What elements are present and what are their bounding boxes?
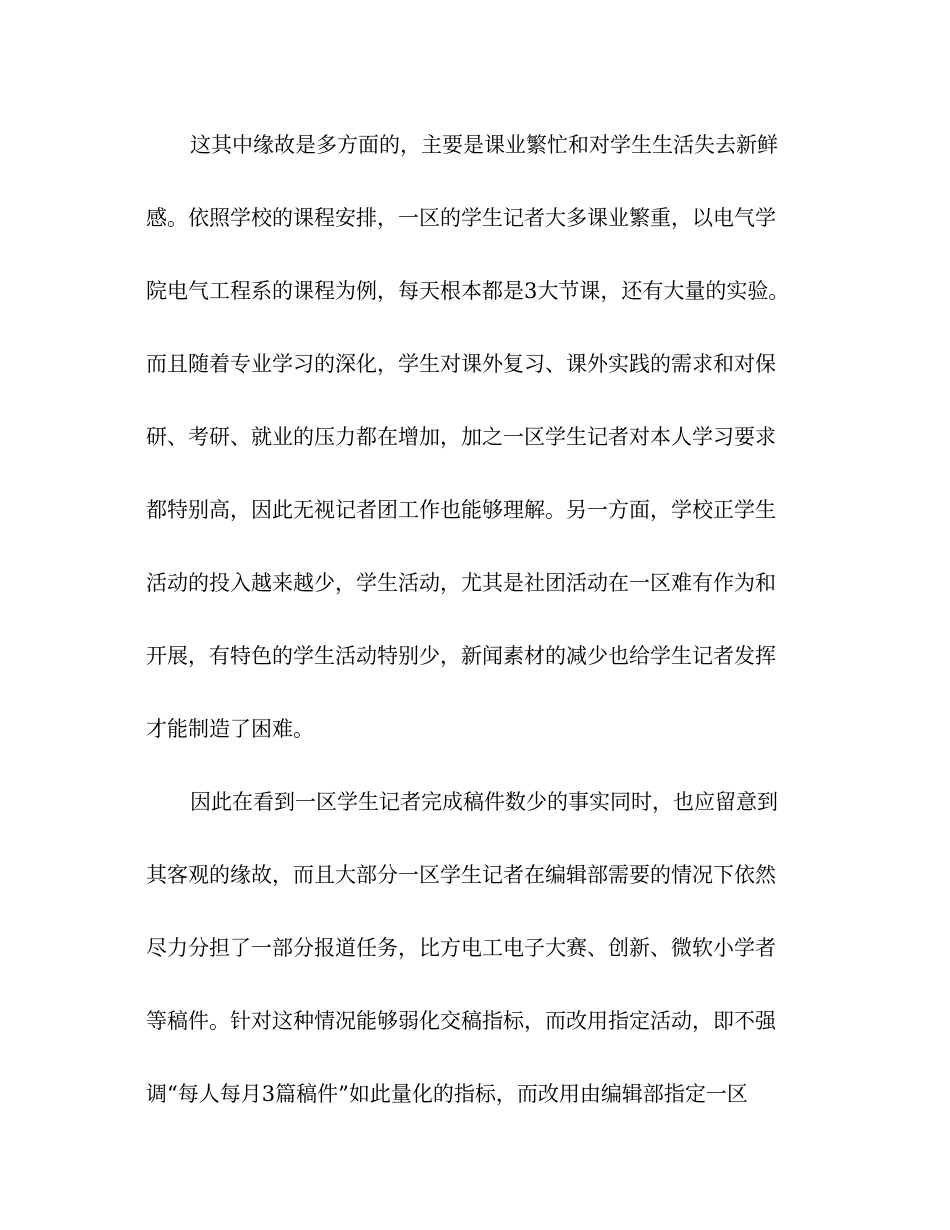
- paragraph-1-line-4: 而且随着专业学习的深化，学生对课外复习、课外实践的需求和对保: [146, 352, 776, 376]
- paragraph-1-line-1: 这其中缘故是多方面的，主要是课业繁忙和对学生生活失去新鲜: [190, 133, 778, 157]
- paragraph-2-line-5: 调“每人每月3篇稿件”如此量化的指标，而改用由编辑部指定一区: [146, 1082, 748, 1106]
- paragraph-1-line-6: 都特别高，因此无视记者团工作也能够理解。另一方面，学校正学生: [146, 498, 776, 522]
- paragraph-1-line-2: 感。依照学校的课程安排，一区的学生记者大多课业繁重，以电气学: [146, 206, 776, 230]
- paragraph-1-line-5: 研、考研、就业的压力都在增加，加之一区学生记者对本人学习要求: [146, 425, 776, 449]
- paragraph-2-line-1: 因此在看到一区学生记者完成稿件数少的事实同时，也应留意到: [190, 790, 778, 814]
- paragraph-1-line-7: 活动的投入越来越少，学生活动，尤其是社团活动在一区难有作为和: [146, 571, 776, 595]
- paragraph-1-line-9: 才能制造了困难。: [146, 717, 314, 741]
- paragraph-1-line-3: 院电气工程系的课程为例，每天根本都是3大节课，还有大量的实验。: [146, 279, 790, 303]
- paragraph-1-line-8: 开展，有特色的学生活动特别少，新闻素材的减少也给学生记者发挥: [146, 644, 776, 668]
- paragraph-2-line-2: 其客观的缘故，而且大部分一区学生记者在编辑部需要的情况下依然: [146, 863, 776, 887]
- paragraph-2-line-3: 尽力分担了一部分报道任务，比方电工电子大赛、创新、微软小学者: [146, 936, 776, 960]
- paragraph-2-line-4: 等稿件。针对这种情况能够弱化交稿指标，而改用指定活动，即不强: [146, 1009, 776, 1033]
